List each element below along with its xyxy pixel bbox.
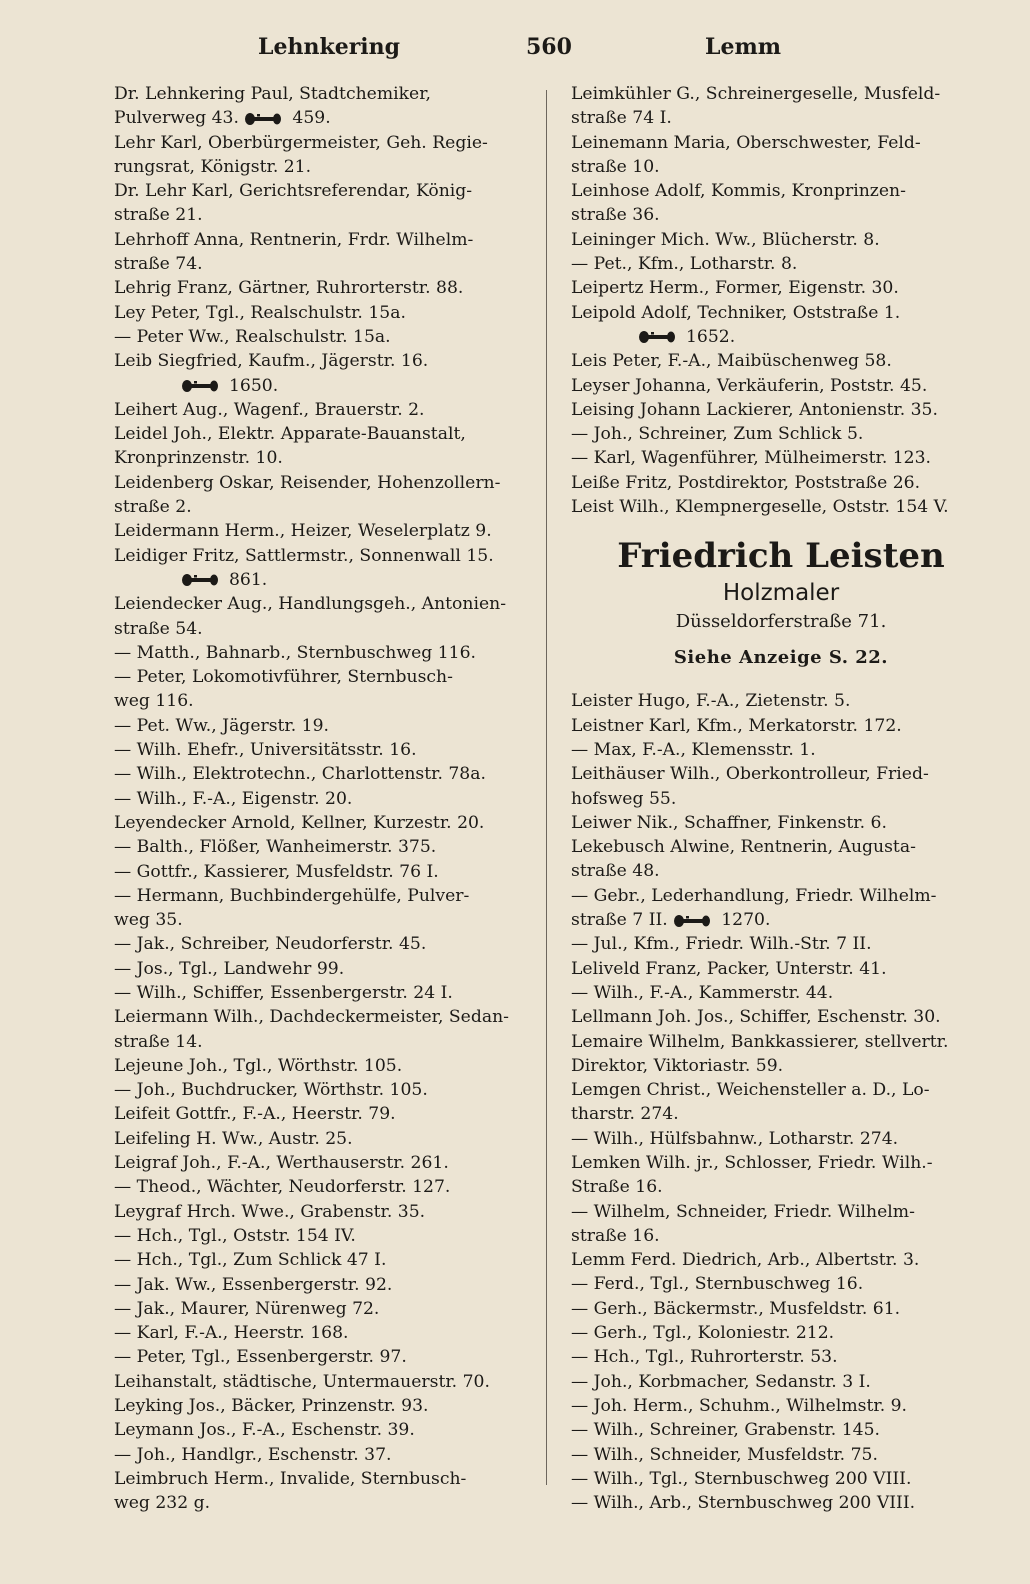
entry-text: straße 74.: [114, 254, 203, 275]
directory-entry: [571, 228, 991, 252]
directory-entry: [114, 981, 538, 1005]
entry-text: — Jak. Ww., Essenbergerstr. 92.: [114, 1274, 393, 1295]
entry-text: straße 16.: [571, 1225, 660, 1246]
directory-entry: [571, 762, 991, 786]
entry-text: Leyser Johanna, Verkäuferin, Poststr. 45.: [571, 375, 928, 396]
entry-text: — Wilh., Arb., Sternbuschweg 200 VIII.: [571, 1493, 916, 1514]
directory-entry: [114, 641, 538, 665]
entry-text: Lehrig Franz, Gärtner, Ruhrorterstr. 88.: [114, 278, 464, 299]
directory-entry: [571, 714, 991, 738]
directory-entry: [571, 1297, 991, 1321]
entry-text: — Ferd., Tgl., Sternbuschweg 16.: [571, 1274, 864, 1295]
entry-text: rungsrat, Königstr. 21.: [114, 156, 312, 177]
directory-entry: [571, 932, 991, 956]
entry-text: Lekebusch Alwine, Rentnerin, Augusta-: [571, 837, 916, 858]
directory-entry: [114, 82, 538, 106]
directory-entry: [114, 1200, 538, 1224]
directory-entry: [114, 228, 538, 252]
directory-entry: [114, 1394, 538, 1418]
directory-entry: [114, 568, 538, 592]
phone-number: 459.: [292, 108, 331, 129]
entry-text: — Hermann, Buchbindergehülfe, Pulver-: [114, 885, 470, 906]
directory-entry: [571, 1030, 991, 1054]
entry-text: Ley Peter, Tgl., Realschulstr. 15a.: [114, 302, 406, 323]
entry-text: — Wilh., Schreiner, Grabenstr. 145.: [571, 1420, 881, 1441]
directory-entry: [571, 106, 991, 130]
entry-text: straße 54.: [114, 618, 203, 639]
directory-entry: [114, 1345, 538, 1369]
directory-entry: [114, 422, 538, 446]
entry-text: — Hch., Tgl., Ruhrorterstr. 53.: [571, 1347, 838, 1368]
telephone-handset-icon: [181, 573, 221, 587]
entry-text: — Wilhelm, Schneider, Friedr. Wilhelm-: [571, 1201, 915, 1222]
directory-entry: [571, 1370, 991, 1394]
directory-entry: [571, 471, 991, 495]
directory-entry: [114, 908, 538, 932]
entry-text: — Wilh., Elektrotechn., Charlottenstr. 78a.: [114, 764, 486, 785]
entry-text: — Wilh., Schiffer, Essenbergerstr. 24 I.: [114, 982, 453, 1003]
entry-text: Pulverweg 43.: [114, 108, 239, 129]
entry-text: straße 14.: [114, 1031, 203, 1052]
entry-text: — Wilh., F.-A., Eigenstr. 20.: [114, 788, 353, 809]
entry-text: — Theod., Wächter, Neudorferstr. 127.: [114, 1177, 451, 1198]
directory-entry: [114, 617, 538, 641]
entry-text: — Jak., Schreiber, Neudorferstr. 45.: [114, 934, 427, 955]
directory-entry: [571, 1418, 991, 1442]
entry-text: Leiße Fritz, Postdirektor, Poststraße 26.: [571, 472, 921, 493]
entry-text: Leihert Aug., Wagenf., Brauerstr. 2.: [114, 399, 425, 420]
entry-text: — Karl, Wagenführer, Mülheimerstr. 123.: [571, 448, 932, 469]
entry-text: Direktor, Viktoriastr. 59.: [571, 1055, 784, 1076]
entry-text: Leis Peter, F.-A., Maibüschenweg 58.: [571, 351, 892, 372]
entry-text: Leiendecker Aug., Handlungsgeh., Antonien-: [114, 594, 507, 615]
directory-entry: [114, 1491, 538, 1515]
directory-entry: [571, 155, 991, 179]
entry-text: — Pet., Kfm., Lotharstr. 8.: [571, 254, 798, 275]
directory-entry: [114, 519, 538, 543]
entry-text: — Wilh., F.-A., Kammerstr. 44.: [571, 982, 834, 1003]
directory-entry: [571, 1491, 991, 1515]
entry-text: tharstr. 274.: [571, 1104, 679, 1125]
directory-entry: [114, 689, 538, 713]
entry-text: Leistner Karl, Kfm., Merkatorstr. 172.: [571, 715, 902, 736]
entry-text: straße 36.: [571, 205, 660, 226]
directory-entry: [114, 252, 538, 276]
column-divider: [546, 90, 547, 1485]
entry-text: — Jos., Tgl., Landwehr 99.: [114, 958, 345, 979]
entry-text: — Peter, Lokomotivführer, Sternbusch-: [114, 667, 453, 688]
directory-entry: [571, 689, 991, 713]
entry-text: — Balth., Flößer, Wanheimerstr. 375.: [114, 837, 437, 858]
entry-text: Dr. Lehr Karl, Gerichtsreferendar, König-: [114, 181, 473, 202]
entry-text: — Gottfr., Kassierer, Musfeldstr. 76 I.: [114, 861, 439, 882]
directory-entry: [571, 1443, 991, 1467]
ad-reference: Siehe Anzeige S. 22.: [673, 647, 889, 669]
entry-text: Lehr Karl, Oberbürgermeister, Geh. Regie-: [114, 132, 488, 153]
directory-entry: [114, 1151, 538, 1175]
directory-entry: [571, 1224, 991, 1248]
directory-entry: [114, 398, 538, 422]
directory-entry: [571, 1054, 991, 1078]
telephone-handset-icon: [244, 112, 284, 126]
entry-text: — Hch., Tgl., Zum Schlick 47 I.: [114, 1250, 387, 1271]
directory-entry: [114, 349, 538, 373]
directory-entry: [114, 325, 538, 349]
entry-text: weg 232 g.: [114, 1493, 211, 1514]
entry-text: straße 74 I.: [571, 108, 672, 129]
entry-text: — Peter Ww., Realschulstr. 15a.: [114, 326, 391, 347]
directory-entry: [114, 1370, 538, 1394]
directory-entry: [571, 325, 991, 349]
directory-entry: [114, 1418, 538, 1442]
entry-text: Leymann Jos., F.-A., Eschenstr. 39.: [114, 1420, 415, 1441]
directory-entry: [571, 908, 991, 932]
entry-text: weg 35.: [114, 910, 183, 931]
directory-entry: [571, 446, 991, 470]
directory-entry: [114, 738, 538, 762]
directory-entry: [114, 203, 538, 227]
directory-entry: [114, 762, 538, 786]
entry-text: Leihanstalt, städtische, Untermauerstr. 70.: [114, 1371, 490, 1392]
directory-entry: [571, 131, 991, 155]
running-head-left: Lehnkering: [258, 34, 401, 60]
entry-text: — Jak., Maurer, Nürenweg 72.: [114, 1298, 380, 1319]
entry-text: Leist Wilh., Klempnergeselle, Oststr. 154 V.: [571, 497, 949, 518]
entry-text: straße 48.: [571, 861, 660, 882]
directory-entry: [114, 1248, 538, 1272]
directory-entry: [571, 738, 991, 762]
right-column-bottom-entries: [571, 689, 991, 1515]
entry-text: Leimkühler G., Schreinergeselle, Musfeld-: [571, 84, 941, 104]
directory-entry: [114, 1175, 538, 1199]
directory-entry: [571, 398, 991, 422]
right-column: [571, 82, 991, 1515]
entry-text: Leyendecker Arnold, Kellner, Kurzestr. 20.: [114, 812, 485, 833]
directory-entry: [114, 787, 538, 811]
entry-text: — Joh., Handlgr., Eschenstr. 37.: [114, 1444, 392, 1465]
directory-entry: [571, 1175, 991, 1199]
ad-business-name: Friedrich Leisten: [617, 536, 945, 577]
entry-text: — Max, F.-A., Klemensstr. 1.: [571, 739, 816, 760]
directory-entry: [114, 1005, 538, 1029]
directory-entry: [114, 1102, 538, 1126]
entry-text: — Hch., Tgl., Oststr. 154 IV.: [114, 1225, 356, 1246]
directory-entry: [571, 1151, 991, 1175]
phone-number: 1650.: [229, 375, 279, 396]
directory-entry: [571, 203, 991, 227]
directory-entry: [114, 884, 538, 908]
entry-text: Dr. Lehnkering Paul, Stadtchemiker,: [114, 84, 432, 104]
entry-text: Leiermann Wilh., Dachdeckermeister, Sedan-: [114, 1007, 509, 1028]
directory-entry: [114, 155, 538, 179]
directory-entry: [114, 957, 538, 981]
directory-entry: [114, 495, 538, 519]
directory-entry: [114, 1078, 538, 1102]
directory-entry: [114, 592, 538, 616]
entry-text: Leipold Adolf, Techniker, Oststraße 1.: [571, 302, 901, 323]
directory-entry: [114, 1297, 538, 1321]
phone-number: 1270.: [721, 910, 771, 931]
entry-text: straße 10.: [571, 156, 660, 177]
telephone-handset-icon: [181, 379, 221, 393]
right-column-top-entries: [571, 82, 991, 519]
entry-text: Leib Siegfried, Kaufm., Jägerstr. 16.: [114, 351, 429, 372]
entry-text: Leininger Mich. Ww., Blücherstr. 8.: [571, 229, 880, 250]
directory-entry: [114, 1467, 538, 1491]
entry-text: — Matth., Bahnarb., Sternbuschweg 116.: [114, 642, 476, 663]
directory-entry: [114, 932, 538, 956]
telephone-handset-icon: [638, 330, 678, 344]
directory-entry: [571, 1078, 991, 1102]
directory-entry: [571, 179, 991, 203]
directory-entry: [571, 1345, 991, 1369]
directory-entry: [114, 276, 538, 300]
entry-text: Leimbruch Herm., Invalide, Sternbusch-: [114, 1468, 467, 1489]
directory-entry: [114, 1273, 538, 1297]
directory-entry: [114, 835, 538, 859]
entry-text: Leinemann Maria, Oberschwester, Feld-: [571, 132, 921, 153]
directory-entry: [571, 1248, 991, 1272]
entry-text: weg 116.: [114, 691, 194, 712]
directory-entry: [571, 1200, 991, 1224]
directory-entry: [114, 131, 538, 155]
directory-entry: [114, 1127, 538, 1151]
ad-address: Düsseldorferstraße 71.: [675, 611, 887, 633]
directory-entry: [571, 301, 991, 325]
entry-text: Lejeune Joh., Tgl., Wörthstr. 105.: [114, 1055, 403, 1076]
directory-entry: [114, 1321, 538, 1345]
directory-entry: [571, 374, 991, 398]
entry-text: — Joh. Herm., Schuhm., Wilhelmstr. 9.: [571, 1395, 908, 1416]
entry-text: Straße 16.: [571, 1177, 663, 1198]
directory-entry: [571, 811, 991, 835]
entry-text: Lemm Ferd. Diedrich, Arb., Albertstr. 3.: [571, 1250, 920, 1271]
directory-entry: [114, 179, 538, 203]
entry-text: Lemgen Christ., Weichensteller a. D., Lo-: [571, 1080, 930, 1101]
ad-trade: Holzmaler: [722, 580, 840, 607]
directory-entry: [571, 276, 991, 300]
entry-text: — Gerh., Tgl., Koloniestr. 212.: [571, 1323, 835, 1344]
directory-entry: [571, 422, 991, 446]
directory-entry: [571, 787, 991, 811]
entry-text: Leygraf Hrch. Wwe., Grabenstr. 35.: [114, 1201, 426, 1222]
directory-entry: [571, 859, 991, 883]
entry-text: straße 21.: [114, 205, 203, 226]
directory-entry: [571, 957, 991, 981]
entry-text: Leithäuser Wilh., Oberkontrolleur, Fried-: [571, 764, 929, 785]
entry-text: Leifeit Gottfr., F.-A., Heerstr. 79.: [114, 1104, 396, 1125]
directory-entry: [571, 82, 991, 106]
directory-entry: [571, 1127, 991, 1151]
telephone-handset-icon: [673, 914, 713, 928]
page-number: 560: [526, 34, 572, 60]
directory-entry: [571, 1394, 991, 1418]
entry-text: Lellmann Joh. Jos., Schiffer, Eschenstr. 30.: [571, 1007, 941, 1028]
directory-entry: [114, 374, 538, 398]
directory-entry: [114, 1224, 538, 1248]
directory-entry: [571, 835, 991, 859]
directory-entry: [114, 811, 538, 835]
entry-text: — Wilh., Hülfsbahnw., Lotharstr. 274.: [571, 1128, 899, 1149]
directory-entry: [114, 1054, 538, 1078]
entry-text: Leidenberg Oskar, Reisender, Hohenzollern-: [114, 472, 501, 493]
directory-entry: [571, 349, 991, 373]
entry-text: — Wilh., Schneider, Musfeldstr. 75.: [571, 1444, 878, 1465]
entry-text: Leifeling H. Ww., Austr. 25.: [114, 1128, 353, 1149]
entry-text: — Pet. Ww., Jägerstr. 19.: [114, 715, 330, 736]
directory-entry: [114, 860, 538, 884]
entry-text: Leidel Joh., Elektr. Apparate-Bauanstalt,: [114, 424, 466, 445]
page-header: [0, 30, 1030, 64]
phone-number: 1652.: [686, 326, 736, 347]
entry-text: — Peter, Tgl., Essenbergerstr. 97.: [114, 1347, 407, 1368]
directory-entry: [114, 544, 538, 568]
directory-entry: [114, 714, 538, 738]
directory-entry: [114, 106, 538, 130]
directory-entry: [571, 1321, 991, 1345]
advertisement-block: [571, 534, 991, 673]
entry-text: — Jul., Kfm., Friedr. Wilh.-Str. 7 II.: [571, 934, 872, 955]
entry-text: Leidiger Fritz, Sattlermstr., Sonnenwall 15.: [114, 545, 494, 566]
entry-text: — Wilh. Ehefr., Universitätsstr. 16.: [114, 740, 417, 761]
entry-text: — Gebr., Lederhandlung, Friedr. Wilhelm-: [571, 885, 937, 906]
entry-text: — Wilh., Tgl., Sternbuschweg 200 VIII.: [571, 1468, 912, 1489]
entry-text: Leinhose Adolf, Kommis, Kronprinzen-: [571, 181, 906, 202]
entry-text: Leiwer Nik., Schaffner, Finkenstr. 6.: [571, 812, 887, 833]
entry-text: Leyking Jos., Bäcker, Prinzenstr. 93.: [114, 1396, 429, 1417]
entry-text: Lemaire Wilhelm, Bankkassierer, stellvertr.: [571, 1031, 949, 1052]
entry-text: straße 7 II.: [571, 910, 668, 931]
entry-text: — Joh., Buchdrucker, Wörthstr. 105.: [114, 1080, 428, 1101]
entry-text: Leliveld Franz, Packer, Unterstr. 41.: [571, 958, 887, 979]
entry-text: Leidermann Herm., Heizer, Weselerplatz 9.: [114, 521, 492, 542]
directory-entry: [114, 665, 538, 689]
entry-text: — Karl, F.-A., Heerstr. 168.: [114, 1323, 349, 1344]
phone-number: 861.: [229, 569, 268, 590]
directory-entry: [571, 252, 991, 276]
entry-text: Leister Hugo, F.-A., Zietenstr. 5.: [571, 691, 851, 712]
directory-entry: [571, 495, 991, 519]
entry-text: Leigraf Joh., F.-A., Werthauserstr. 261.: [114, 1153, 449, 1174]
directory-entry: [114, 1443, 538, 1467]
entry-text: straße 2.: [114, 497, 192, 518]
entry-text: — Gerh., Bäckermstr., Musfeldstr. 61.: [571, 1298, 901, 1319]
directory-entry: [114, 1030, 538, 1054]
directory-entry: [114, 471, 538, 495]
entry-text: Lehrhoff Anna, Rentnerin, Frdr. Wilhelm-: [114, 229, 474, 250]
directory-entry: [571, 884, 991, 908]
directory-entry: [571, 981, 991, 1005]
entry-text: Lemken Wilh. jr., Schlosser, Friedr. Wilh.-: [571, 1152, 933, 1173]
entry-text: hofsweg 55.: [571, 788, 677, 809]
entry-text: Leising Johann Lackierer, Antonienstr. 35.: [571, 399, 938, 420]
running-head-right: Lemm: [705, 34, 782, 60]
entry-text: Leipertz Herm., Former, Eigenstr. 30.: [571, 278, 899, 299]
directory-entry: [571, 1005, 991, 1029]
directory-entry: [114, 301, 538, 325]
directory-entry: [571, 1272, 991, 1296]
entry-text: — Joh., Schreiner, Zum Schlick 5.: [571, 424, 864, 445]
directory-entry: [571, 1102, 991, 1126]
entry-text: — Joh., Korbmacher, Sedanstr. 3 I.: [571, 1371, 871, 1392]
entry-text: Kronprinzenstr. 10.: [114, 448, 283, 469]
left-column: [114, 82, 538, 1516]
directory-entry: [571, 1467, 991, 1491]
directory-entry: [114, 446, 538, 470]
